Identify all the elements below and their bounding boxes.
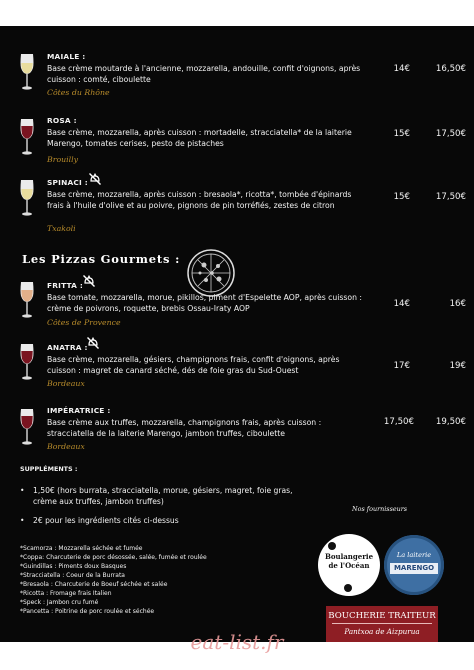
glossary-entry: *Stracciatella : Coeur de la Burrata	[20, 572, 125, 579]
supplement-text: 1,50€ (hors burrata, stracciatella, morue, gésiers, magret, foie gras, crème aux truffes, jambon truffes)	[33, 486, 293, 506]
supplements-title: SUPPLÉMENTS :	[20, 465, 78, 473]
pizza-name: MAIALE :	[47, 52, 86, 61]
boucherie-name: BOUCHERIE TRAITEUR	[328, 611, 436, 621]
logo-ornament	[344, 584, 352, 592]
supplement-item: • 1,50€ (hors burrata, stracciatella, morue, gésiers, magret, foie gras, crème aux truffes, jambon truffes)	[20, 486, 320, 507]
watermark: eat-list.fr	[190, 630, 284, 654]
pizza-name: FRITTA :	[47, 281, 84, 290]
price-large: 19,50€	[435, 417, 466, 427]
no-vegetarian-icon	[88, 172, 102, 186]
no-vegetarian-icon	[86, 336, 100, 350]
pizza-description: Base crème moutarde à l'ancienne, mozzarella, andouille, confit d'oignons, après cuisson : comté, ciboulette	[47, 64, 361, 84]
price-small: 14€	[393, 64, 410, 74]
price-small: 14€	[393, 299, 410, 309]
white-wine-icon	[17, 52, 37, 92]
wine-pairing: Côtes de Provence	[47, 318, 121, 327]
glossary-entry: *Scamorza : Mozzarella séchée et fumée	[20, 545, 143, 552]
pizza-description: Base crème aux truffes, mozzarella, champignons frais, après cuisson : stracciatella de la laiterie Marengo, jambon truffes, ciboulette	[47, 418, 322, 438]
price-small: 17€	[393, 361, 410, 371]
divider	[332, 623, 432, 624]
price-large: 17,50€	[435, 192, 466, 202]
pizza-name: IMPÉRATRICE :	[47, 406, 111, 415]
glossary-entry: *Pancetta : Poitrine de porc roulée et séchée	[20, 608, 155, 615]
pizza-description: Base crème, mozzarella, après cuisson : mortadelle, stracciatella* de la laiterie Marengo, tomates cerises, pesto de pistaches	[47, 128, 352, 148]
white-wine-icon	[17, 178, 37, 218]
pizza-name: ROSA :	[47, 116, 77, 125]
price-small: 17,50€	[383, 417, 414, 427]
rose-wine-icon	[17, 280, 37, 320]
red-wine-icon	[17, 407, 37, 447]
pizza-icon	[186, 248, 236, 298]
price-large: 19€	[449, 361, 466, 371]
laiterie-logo	[384, 535, 444, 595]
red-wine-icon	[17, 342, 37, 382]
glossary	[20, 544, 207, 616]
boucherie-owner: Pantxoa de Aizpurua	[344, 627, 420, 636]
price-small: 15€	[393, 129, 410, 139]
wine-pairing: Brouilly	[47, 155, 79, 164]
price-large: 17,50€	[435, 129, 466, 139]
menu-page	[0, 26, 474, 642]
glossary-entry: *Guindillas : Piments doux Basques	[20, 563, 127, 570]
boulangerie-logo	[318, 534, 380, 596]
pizza-name: SPINACI :	[47, 178, 88, 187]
laiterie-name: MARENGO	[390, 563, 438, 574]
pizza-description: Base tomate, mozzarella, morue, pikillos, piment d'Espelette AOP, après cuisson : crème de poivrons, roquette, brebis Ossau-Iraty AOP	[47, 293, 362, 313]
laiterie-script: La laiterie	[396, 551, 432, 559]
glossary-entry: *Coppa: Charcuterie de porc désossée, salée, fumée et roulée	[20, 554, 207, 561]
wine-pairing: Txakoli	[47, 224, 76, 233]
partners-label: Nos fournisseurs	[352, 505, 408, 513]
glossary-entry: *Speck : Jambon cru fumé	[20, 599, 99, 606]
wine-pairing: Bordeaux	[47, 442, 85, 451]
section-heading: Les Pizzas Gourmets :	[22, 252, 181, 266]
wine-pairing: Bordeaux	[47, 379, 85, 388]
price-large: 16€	[449, 299, 466, 309]
logo-ornament	[328, 542, 336, 550]
price-small: 15€	[393, 192, 410, 202]
pizza-description: Base crème, mozzarella, après cuisson : bresaola*, ricotta*, tombée d'épinards frais à l'huile d'olive et au poivre, pignons de pin torréfiés, zestes de citron	[47, 190, 352, 210]
wine-pairing: Côtes du Rhône	[47, 88, 110, 97]
glossary-entry: *Ricotta : Fromage frais Italien	[20, 590, 112, 597]
red-wine-icon	[17, 117, 37, 157]
glossary-entry: *Bresaola : Charcuterie de Boeuf séchée et salée	[20, 581, 168, 588]
price-large: 16,50€	[435, 64, 466, 74]
no-vegetarian-icon	[82, 274, 96, 288]
supplement-text: 2€ pour les ingrédients cités ci-dessus	[33, 516, 179, 525]
supplement-item: • 2€ pour les ingrédients cités ci-dessus	[20, 516, 320, 527]
pizza-name: ANATRA :	[47, 343, 88, 352]
boulangerie-name: Boulangerie de l'Océan	[324, 552, 374, 570]
pizza-description: Base crème, mozzarella, gésiers, champignons frais, confit d'oignons, après cuisson : magret de canard séché, dés de foie gras du Sud-Ouest	[47, 355, 340, 375]
